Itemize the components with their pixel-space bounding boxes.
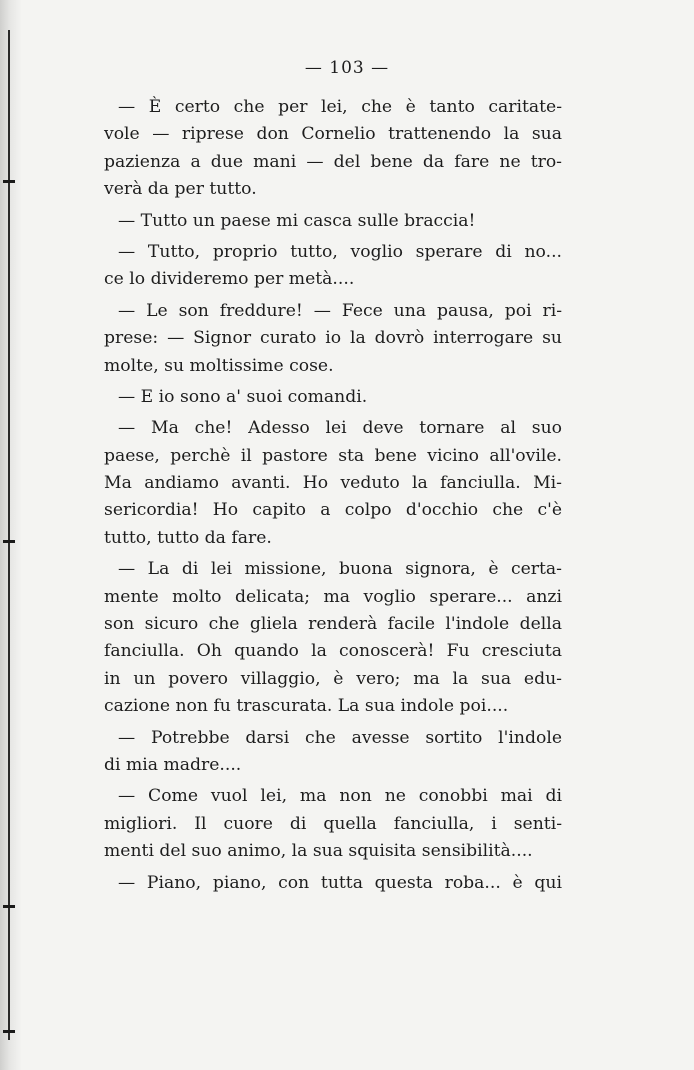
text-line: tutto, tutto da fare. [104, 527, 272, 548]
text-line: menti del suo animo, la sua squisita sensibilità.... [104, 841, 533, 862]
page-binding-edge [0, 0, 22, 1070]
binding-mark [3, 540, 15, 543]
text-line: — Potrebbe darsi che avesse sortito l'indole [118, 727, 562, 748]
text-line: in un povero villaggio, è vero; ma la sua edu- [104, 668, 562, 689]
text-line: vole — riprese don Cornelio trattenendo la sua [104, 124, 562, 145]
text-line: cazione non fu trascurata. La sua indole poi.... [104, 696, 509, 717]
text-line: — Tutto, proprio tutto, voglio sperare di no... [118, 241, 562, 262]
binding-mark [3, 1030, 15, 1033]
text-line: — Piano, piano, con tutta questa roba... è qui [118, 872, 562, 893]
page-number: — 103 — [304, 58, 390, 78]
text-line: — E io sono a' suoi comandi. [118, 386, 368, 407]
text-line: prese: — Signor curato io la dovrò interrogare su [104, 328, 562, 349]
text-line: di mia madre.... [104, 754, 242, 775]
text-line: — È certo che per lei, che è tanto caritate- [118, 97, 562, 117]
text-line: Ma andiamo avanti. Ho veduto la fanciulla. Mi- [104, 473, 562, 494]
text-line: paese, perchè il pastore sta bene vicino all'ovile. [104, 445, 562, 466]
text-line: sericordia! Ho capito a colpo d'occhio che c'è [104, 500, 562, 521]
text-line: — Le son freddure! — Fece una pausa, poi ri- [118, 300, 562, 321]
text-line: molte, su moltissime cose. [104, 355, 334, 376]
text-line: son sicuro che gliela renderà facile l'indole della [104, 614, 562, 635]
text-line: — La di lei missione, buona signora, è certa- [118, 559, 562, 580]
text-line: — Come vuol lei, ma non ne conobbi mai di [118, 786, 562, 807]
text-line: ce lo divideremo per metà.... [104, 269, 355, 290]
text-line: — Ma che! Adesso lei deve tornare al suo [118, 418, 562, 439]
text-line: fanciulla. Oh quando la conoscerà! Fu cresciuta [104, 641, 562, 662]
text-line: pazienza a due mani — del bene da fare ne tro- [104, 151, 562, 172]
body-text [104, 94, 562, 897]
binding-mark [3, 180, 15, 183]
text-line: verà da per tutto. [104, 179, 257, 200]
text-line: — Tutto un paese mi casca sulle braccia! [118, 210, 476, 231]
binding-mark [3, 905, 15, 908]
text-line: mente molto delicata; ma voglio sperare... anzi [104, 586, 562, 607]
text-line: migliori. Il cuore di quella fanciulla, i senti- [104, 813, 562, 834]
